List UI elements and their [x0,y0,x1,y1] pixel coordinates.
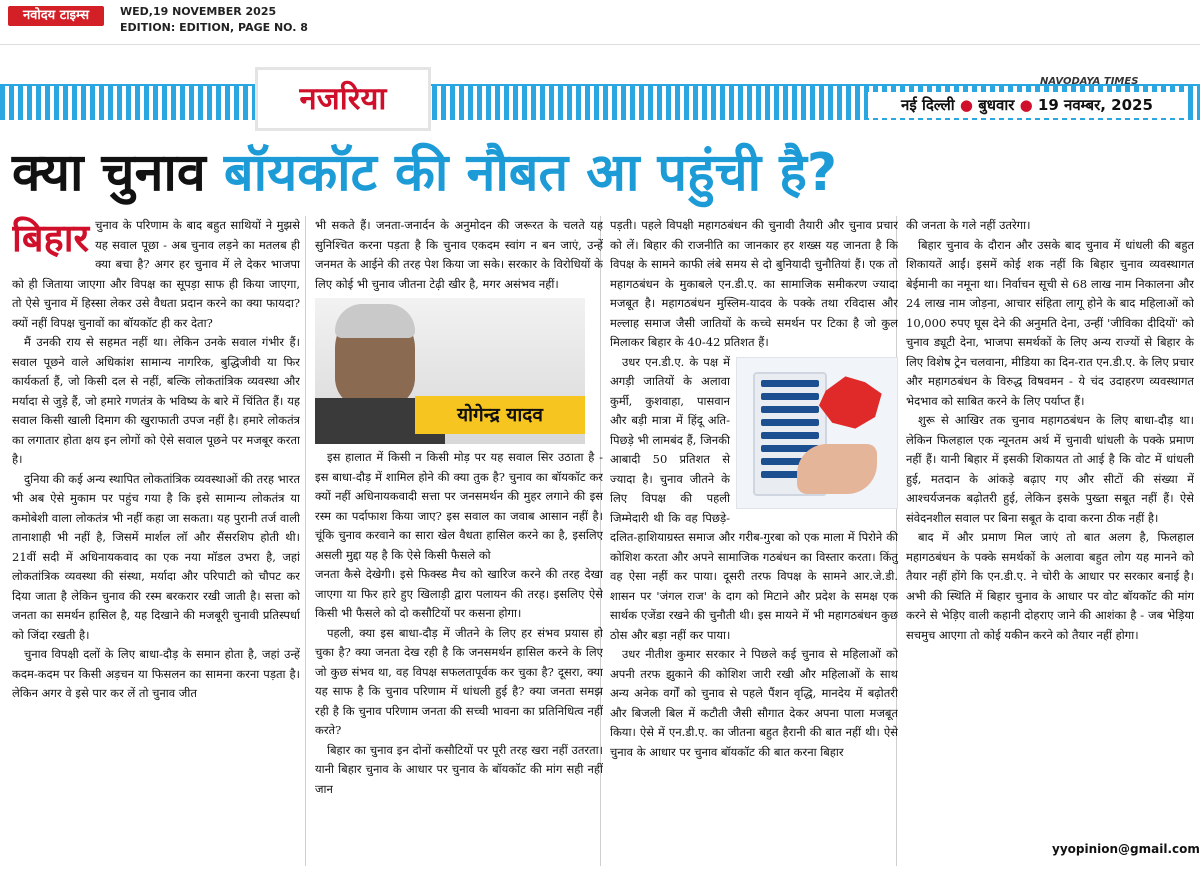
paragraph: शुरू से आखिर तक चुनाव महागठबंधन के लिए बाधा-दौड़ था। लेकिन फिलहाल एक न्यूनतम अर्थ में चुनावी धांधली के पक्के प्रमाण नहीं हैं। यानी बिहार में इसकी शिकायत तो आई है कि वोट में धांधली हुई, मतदान के आंकड़े बढ़ाए गए और सीटों की संख्या में आश्चर्यजनक बढ़ोतरी हुई, लेकिन इसके पुख्ता सबूत नहीं हैं। ऐसे संवेदनशील सवाल पर बिना सबूत के दावा करना ठीक नहीं है। [906,413,1194,525]
issue-date: WED,19 NOVEMBER 2025 [120,5,277,18]
paragraph: उधर नीतीश कुमार सरकार ने पिछले कई चुनाव से महिलाओं को अपनी तरफ झुकाने की कोशिश जारी रखी और महिलाओं के साथ अन्य अनेक वर्गों को चुनाव से पहले पैंशन वृद्धि, मानदेय में बढ़ोतरी और बिजली बिल में कटौती जैसी सौगात देकर अपना पाला मजबूत किया। ऐसे में एन.डी.ए. का जीतना बहुत हैरानी की बात नहीं थी। ऐसे चुनाव के आधार पर चुनाव बॉयकॉट की बात करना बिहार [610,647,898,759]
paragraph: की जनता के गले नहीं उतरेगा। [906,218,1031,232]
evm-illustration [736,357,898,509]
dateline-date: 19 नवम्बर, 2025 [1037,96,1153,114]
paragraph: चुनाव के परिणाम के बाद बहुत साथियों ने मुझसे यह सवाल पूछा - अब चुनाव लड़ने का मतलब ही क्या बचा है? अगर हर चुनाव में ले देकर भाजपा को ही जिताया जाएगा और विपक्ष का सूपड़ा साफ ही किया जाएगा, तो ऐसे चुनाव में हिस्सा लेकर उसे वैधता प्रदान करने का क्या फायदा? क्यों नहीं विपक्ष चुनावों का बॉयकॉट ही कर देता? [12,218,300,330]
section-label: नजरिया [299,81,387,117]
headline-part-1: क्या चुनाव [12,143,206,203]
author-hair [335,304,415,338]
article-column-2 [315,216,603,866]
dropcap-word: बिहार [12,216,90,260]
bullet-icon: ● [1019,96,1033,114]
newspaper-name: NAVODAYA TIMES [1040,76,1139,87]
dateline [868,92,1186,118]
article-column-4 [906,216,1194,834]
author-email: yyopinion@gmail.com [1052,842,1200,856]
dateline-weekday: बुधवार [978,96,1015,114]
headline [12,138,1192,208]
paragraph: चुनाव विपक्षी दलों के लिए बाधा-दौड़ के समान होता है, जहां उन्हें कदम-कदम पर किसी अड़चन या फिसलन का सामना करना पड़ता है। लेकिन अगर वे इसे पार कर लें तो चुनाव जीत [12,647,300,700]
paragraph: बिहार का चुनाव इन दोनों कसौटियों पर पूरी तरह खरा नहीं उतरता। यानी बिहार चुनाव के आधार पर चुनाव के बॉयकॉट की मांग सही नहीं जान [315,742,603,796]
paragraph: इस हालात में किसी न किसी मोड़ पर यह सवाल सिर उठाता है - इस बाधा-दौड़ में शामिल होने की क्या तुक है? चुनाव का बॉयकॉट कर क्यों नहीं अधिनायकवादी सत्ता पर जनसमर्थन की मुहर लगाने की इस रस्म का पर्दाफाश किया जाए? इस सवाल का जवाब आसान नहीं है। चूंकि चुनाव करवाने का सारा खेल वैधता हासिल करने का है, इसलिए असली मुद्दा यह है कि ऐसे किसी फैसले को [315,450,603,562]
article-column-3 [610,216,898,866]
paragraph: दुनिया की कई अन्य स्थापित लोकतांत्रिक व्यवस्थाओं की तरह भारत भी अब ऐसे मुकाम पर पहुंच गया है कि इसे सामान्य लोकतंत्र या कमोबेशी वाला लोकतंत्र भी नहीं कहा जा सकता। यह पुरानी तर्ज वाली तानाशाही भी नहीं है, जिसमें मार्शल लॉ और सैंसरशिप होती थी। 21वीं सदी में अधिनायकवाद का एक नया मॉडल उभरा है, जहां लोकतांत्रिक व्यवस्था की संस्था, मर्यादा और परिपाटी को चौपट कर दिया जाता है लेकिन चुनाव की रस्म बरकरार रखी जाती है। सत्ता को जनता का समर्थन हासिल है, यह दिखाने की मजबूरी चुनावी प्रतिस्पर्धा को जिंदा रखती है। [12,471,300,642]
bihar-map-icon [819,374,885,432]
column-divider [305,216,306,866]
paragraph: बाद में और प्रमाण मिल जाएं तो बात अलग है, फिलहाल महागठबंधन के पक्के समर्थकों के अलावा बहुत लोग यह मानने को तैयार नहीं होंगे कि एन.डी.ए. ने चोरी के आधार पर सरकार बनाई है। अभी की स्थिति में बिहार चुनाव के आधार पर वोट बॉयकॉट की मांग करने से भेड़िए वाली कहानी दोहराए जाने की आशंका है - जब भेड़िया सचमुच आएगा तो कोई यकीन करने को तैयार नहीं होगा। [906,530,1194,642]
paragraph: भी सकते हैं। जनता-जनार्दन के अनुमोदन की जरूरत के चलते यह सुनिश्चित करना पड़ता है कि चुनाव एकदम स्वांग न बन जाएं, उन्हें जनमत के आईने की तरह पेश किया जा सके। सरकार के विरोधियों के लिए कोई भी चुनाव जीतना टेढ़ी खीर है, मगर असंभव नहीं। [315,218,603,291]
newspaper-logo: नवोदय टाइम्स [8,6,104,26]
paragraph: पहली, क्या इस बाधा-दौड़ में जीतने के लिए हर संभव प्रयास हो चुका है? क्या जनता देख रही है कि जनसमर्थन हासिल करने के लिए जो कुछ संभव था, वह विपक्ष सफलतापूर्वक कर चुका है? दूसरा, क्या यह साफ है कि चुनाव परिणाम में धांधली हुई है? क्या जनता समझ रही है कि चुनाव परिणाम जनता की सच्ची भावना का प्रतिनिधित्व नहीं करते? [315,625,603,737]
section-label-box [258,70,428,128]
hand-icon [797,444,877,494]
paragraph: मैं उनकी राय से सहमत नहीं था। लेकिन उनके सवाल गंभीर हैं। सवाल पूछने वाले अधिकांश सामान्य नागरिक, बुद्धिजीवी या फिर कार्यकर्ता हैं, जो किसी दल से नहीं, बल्कि लोकतांत्रिक व्यवस्था और मर्यादा से जुड़े हैं, जो हमारे गणतंत्र के भविष्य के बारे में चिंतित हैं। यह सवाल किसी खाली दिमाग की खुराफाती उपज नहीं है। हमारे लोकतंत्र का लगातार होता क्षय इन लोगों को ऐसे सवाल पूछने पर मजबूर करता है। [12,335,300,466]
masthead-strip [0,0,1200,45]
author-name: योगेन्द्र यादव [415,396,585,434]
paragraph: जनता कैसे देखेगी। इसे फिक्स्ड मैच को खारिज करने की तरह देखा जाएगा या फिर हारे हुए खिलाड़ी द्वारा पलायन की तरह। इसलिए ऐसे किसी भी फैसले को दो कसौटियों पर कसना होगा। [315,567,603,620]
paragraph: बिहार चुनाव के दौरान और उसके बाद चुनाव में धांधली की बहुत शिकायतें आईं। इसमें कोई शक नहीं कि बिहार चुनाव व्यवस्थागत बेईमानी का नमूना था। निर्वाचन सूची से 68 लाख नाम निकालना और 24 लाख नाम जोड़ना, आचार संहिता लागू होने के बाद महिलाओं को 10,000 रुपए घूस देने की अनुमति देना, उन्हीं 'जीविका दीदियों' को चुनाव ड्यूटी देना, भाजपा समर्थकों के लिए अन्य राज्यों से बिहार के लिए विशेष ट्रेन चलवाना, मीडिया का दिन-रात एन.डी.ए. के लिए प्रचार और महागठबंधन के विरुद्ध विषवमन - ये चंद उदाहरण व्यवस्थागत भेदभाव को साबित करने के लिए पर्याप्त हैं। [906,237,1194,408]
paragraph: उधर एन.डी.ए. के पक्ष में अगड़ी जातियों के अलावा कुर्मी, कुशवाहा, पासवान और बड़ी मात्रा में हिंदू अति-पिछड़े भी लामबंद हैं, जिनकी आबादी 50 प्रतिशत से ज्यादा है। चुनाव जीतने के लिए विपक्ष की पहली जिम्मेदारी थी कि वह पिछड़े-दलित-हाशियाग्रस्त समाज और गरीब-गुरबा को एक माला में पिरोने की कोशिश करता और अपने सामाजिक गठबंधन का विस्तार करता। किंतु वह ऐसा नहीं कर पाया। दूसरी तरफ विपक्ष के सामने आर.जे.डी. शासन पर 'जंगल राज' के दाग को मिटाने और प्रदेश के समक्ष एक सार्थक एजेंडा रखने की चुनौती थी। इस मायने में भी महागठबंधन कुछ ठोस और बड़ा नहीं कर पाया। [610,354,898,642]
headline-part-2: बॉयकॉट की नौबत आ पहुंची है? [223,143,837,203]
edition-info: EDITION: EDITION, PAGE NO. 8 [120,21,308,34]
author-photo [315,298,585,444]
article-column-1 [12,216,300,866]
bullet-icon: ● [959,96,973,114]
dateline-city: नई दिल्ली [901,96,955,114]
paragraph: पड़ती। पहले विपक्षी महागठबंधन की चुनावी तैयारी और चुनाव प्रचार को लें। बिहार की राजनीति का जानकार हर शख्स यह जानता है कि विपक्ष के सामने काफी लंबे समय से दो बुनियादी चुनौतियां हैं। एक तो महागठबंधन के मुकाबले एन.डी.ए. का सामाजिक समीकरण ज्यादा मजबूत है। महागठबंधन मुस्लिम-यादव के पक्के तथा रविदास और मल्लाह समाज जैसी जातियों के कच्चे समर्थन पर टिका है जो कुल मिलाकर बिहार के 40-42 प्रतिशत हैं। [610,218,898,349]
